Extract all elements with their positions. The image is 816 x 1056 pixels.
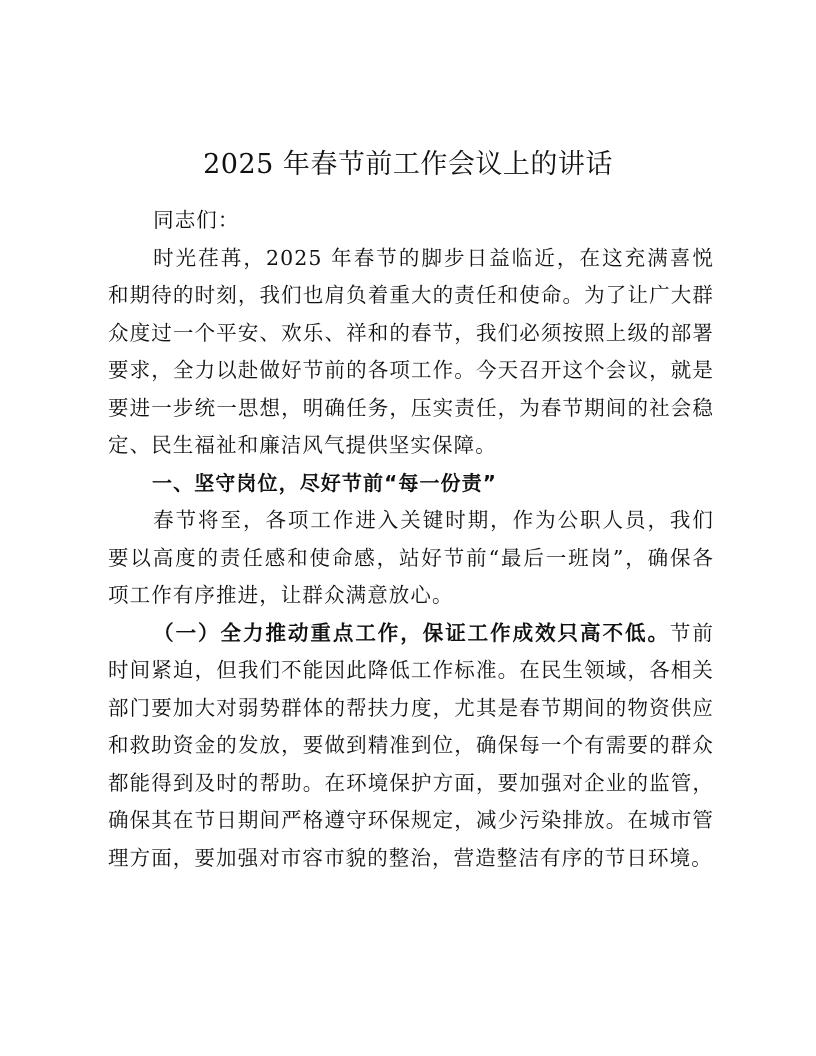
document-body (108, 202, 714, 877)
section-heading-1: 一、坚守岗位，尽好节前“每一份责” (152, 470, 497, 495)
subsection-1-paragraph (108, 615, 714, 878)
subsection-1-body: 节前时间紧迫，但我们不能因此降低工作标准。在民生领域，各相关部门要加大对弱势群体的帮扶力度，尤其是春节期间的物资供应和救助资金的发放，要做到精准到位，确保每一个有需要的群众都能得到及时的帮助。在环境保护方面，要加强对企业的监管，确保其在节日期间严格遵守环保规定，减少污染排放。在城市管理方面，要加强对市容市貌的整治，营造整洁有序的节日环境。 (108, 620, 714, 870)
document-title: 2025 年春节前工作会议上的讲话 (203, 149, 613, 180)
intro-paragraph: 时光荏苒，2025 年春节的脚步日益临近，在这充满喜悦和期待的时刻，我们也肩负着重大的责任和使命。为了让广大群众度过一个平安、欢乐、祥和的春节，我们必须按照上级的部署要求，全力以赴做好节前的各项工作。今天召开这个会议，就是要进一步统一思想，明确任务，压实责任，为春节期间的社会稳定、民生福祉和廉洁风气提供坚实保障。 (108, 245, 714, 457)
salutation: 同志们： (153, 208, 240, 232)
section-1-paragraph: 春节将至，各项工作进入关键时期，作为公职人员，我们要以高度的责任感和使命感，站好节前“最后一班岗”，确保各项工作有序推进，让群众满意放心。 (108, 508, 714, 607)
subsection-1-lead: （一）全力推动重点工作，保证工作成效只高不低。 (153, 620, 670, 645)
